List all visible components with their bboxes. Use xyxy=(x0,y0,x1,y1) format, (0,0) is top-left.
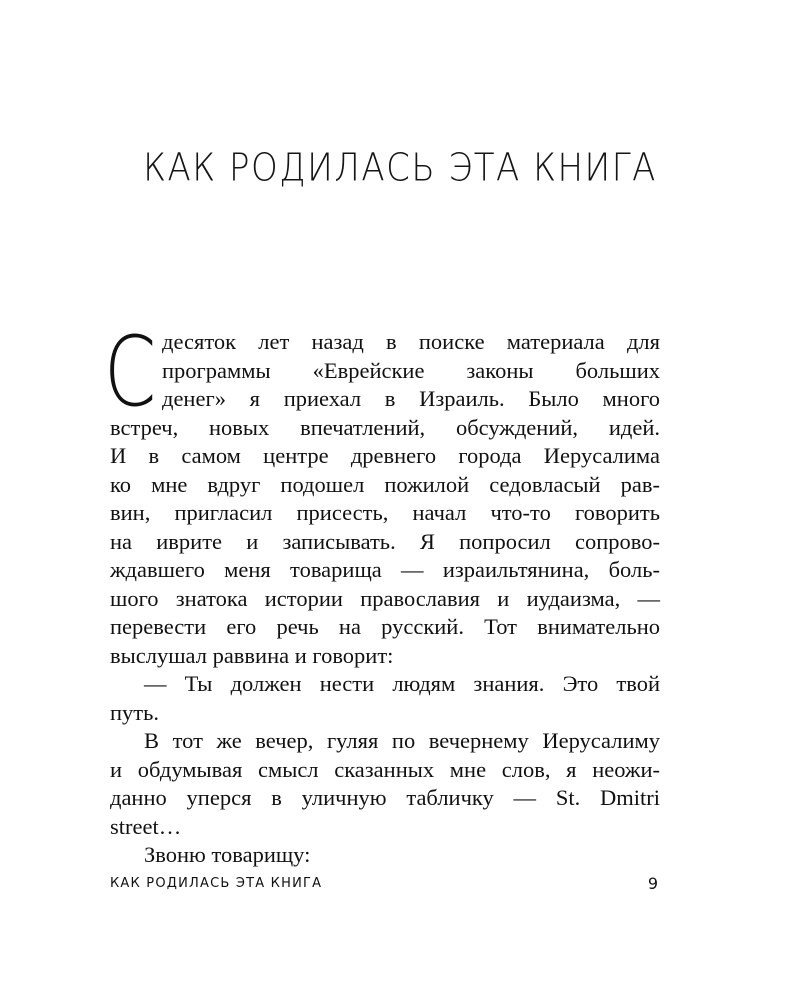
text-line: шого знатока истории православия и иудаизма, — xyxy=(110,585,660,611)
text-line: И в самом центре древнего города Иерусалима xyxy=(110,443,660,468)
text-line: ждавшего меня товарища — израильтянина, боль- xyxy=(110,557,660,582)
text-line: встреч, новых впечатлений, обсуждений, идей. xyxy=(110,414,660,440)
text-line: street… xyxy=(110,813,182,839)
text-line: ко мне вдруг подошел пожилой седовласый рав- xyxy=(110,471,660,497)
text-line: и обдумывая смысл сказанных мне слов, я неожи- xyxy=(110,756,660,782)
text-line: данно уперся в уличную табличку — St. Dmitri xyxy=(110,785,660,810)
running-footer-title: КАК РОДИЛАСЬ ЭТА КНИГА xyxy=(110,876,323,891)
text-line: денег» я приехал в Израиль. Было много xyxy=(162,386,660,411)
page-number: 9 xyxy=(647,874,658,893)
text-line: путь. xyxy=(110,699,160,725)
text-line: — Ты должен нести людям знания. Это твой xyxy=(144,671,660,696)
text-line: программы «Еврейские законы больших xyxy=(162,357,660,383)
text-line: десяток лет назад в поиске материала для xyxy=(162,329,660,354)
text-line: Звоню товарищу: xyxy=(144,842,311,867)
text-line: В тот же вечер, гуляя по вечернему Иерусалиму xyxy=(144,728,660,753)
text-line: перевести его речь на русский. Тот внимательно xyxy=(110,614,660,639)
text-line: выслушал раввина и говорит: xyxy=(110,642,394,668)
body-text xyxy=(104,316,660,870)
text-line: вин, пригласил присесть, начал что-то говорить xyxy=(110,500,660,525)
chapter-title: КАК РОДИЛАСЬ ЭТА КНИГА xyxy=(143,145,657,191)
text-line: на иврите и записывать. Я попросил сопрово- xyxy=(110,528,660,554)
drop-cap: С xyxy=(104,316,157,428)
